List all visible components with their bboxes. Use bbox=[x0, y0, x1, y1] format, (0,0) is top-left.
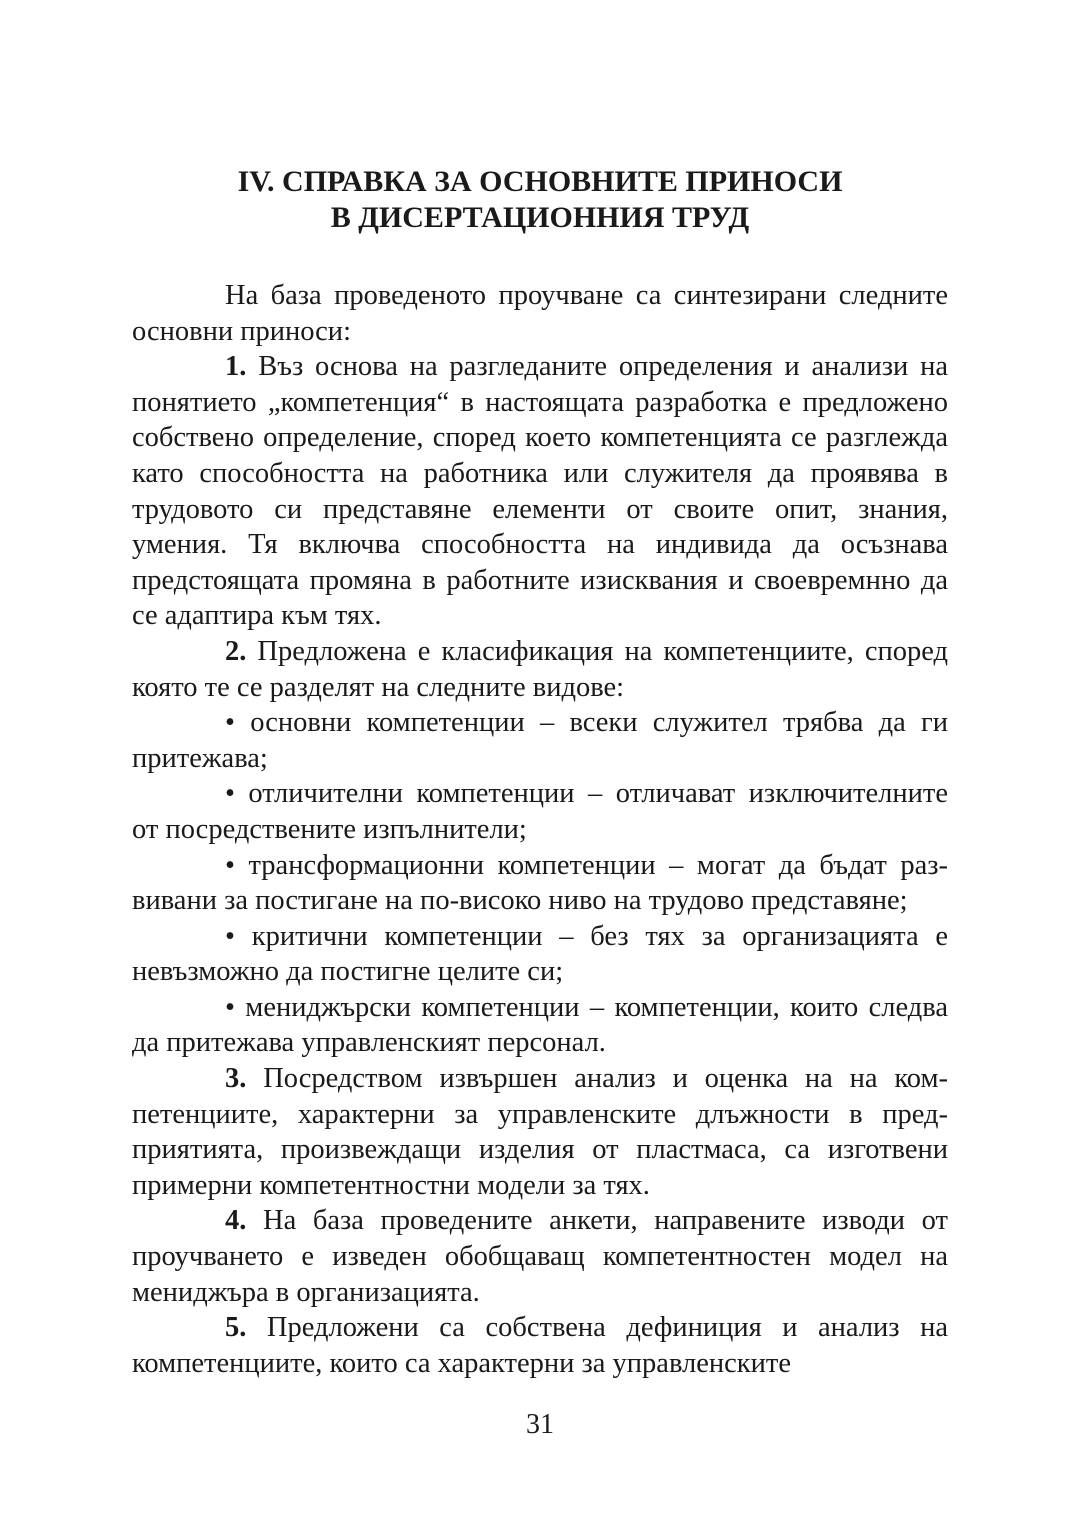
contribution-number: 4. bbox=[225, 1205, 247, 1237]
contribution-text: Предложена е класификация на компетенциите, според която те се разделят на следните видове: bbox=[132, 635, 948, 703]
heading-line-2: В ДИСЕРТАЦИОННИЯ ТРУД bbox=[330, 201, 750, 234]
contribution-text: Посредством извършен анализ и оценка на на компетенциите, характерни за управленските длъжности в предприятията, произвеждащи изделия от пластмаса, са изготвени примерни компетентностни модели за тях. bbox=[132, 1063, 948, 1201]
page-number: 31 bbox=[526, 1409, 554, 1440]
intro-paragraph: На база проведеното проучване са синтезирани следните основни приноси: bbox=[132, 280, 948, 347]
contribution-number: 2. bbox=[225, 635, 247, 667]
heading-line-1: IV. СПРАВКА ЗА ОСНОВНИТЕ ПРИНОСИ bbox=[237, 165, 843, 198]
contribution-3 bbox=[132, 1061, 948, 1203]
contribution-5 bbox=[132, 1310, 948, 1381]
page-content bbox=[132, 164, 948, 1381]
contribution-text: Предложени са собствена дефиниция и анализ на компетенциите, които са характерни за управленските bbox=[132, 1312, 949, 1379]
bullet-item: • отличителни компетенции – отличават изключителните от посредствените изпълнители; bbox=[132, 778, 948, 845]
section-heading bbox=[132, 164, 948, 236]
contribution-4 bbox=[132, 1203, 948, 1310]
body-text bbox=[132, 278, 948, 1381]
bullet-item: • критични компетенции – без тях за организацията е невъзможно да постигне целите си; bbox=[132, 920, 948, 988]
contribution-number: 5. bbox=[225, 1312, 247, 1344]
contribution-number: 3. bbox=[225, 1063, 247, 1095]
contribution-1 bbox=[132, 349, 948, 634]
bullet-item: • основни компетенции – всеки служител трябва да ги притежава; bbox=[132, 707, 948, 774]
bullet-item: • трансформационни компетенции – могат да бъдат развивани за постигане на по-високо ниво на трудово представяне; bbox=[132, 849, 948, 917]
contribution-text: На база проведените анкети, направените изводи от проучването е изведен обобщаващ компетентностен модел на мениджъра в организацията. bbox=[132, 1205, 948, 1308]
contribution-2 bbox=[132, 634, 948, 705]
contribution-number: 1. bbox=[225, 351, 247, 383]
contribution-text: Въз основа на разгледаните определения и анализи на понятието „компетенция“ в настоящата разработка е предложено собствено определение, според което компетенцията се разглежда като способността на работника или служителя да проявява в трудовото си представяне елементи от своите опит, знания, умения. Тя включва способността на индивида да осъзнава предстоящата промяна в работните изисквания и своевремнно да се адаптира към тях. bbox=[132, 351, 948, 632]
bullet-item: • мениджърски компетенции – компетенции, които следва да притежава управленският персонал. bbox=[132, 991, 948, 1059]
